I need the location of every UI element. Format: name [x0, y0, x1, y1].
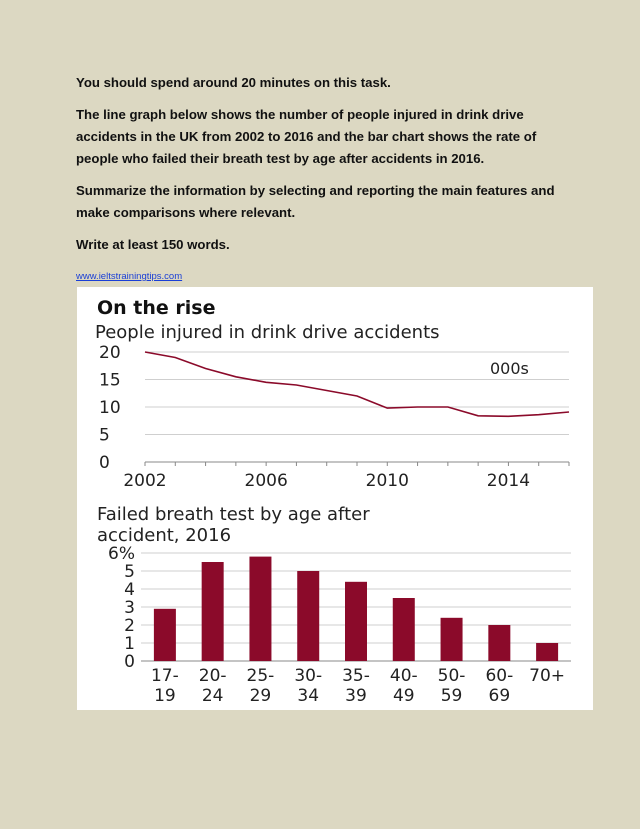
line-y-tick-label: 20: [99, 343, 121, 363]
bar-x-tick-label-top: 40-: [389, 666, 418, 686]
bar-x-tick-label-bottom: 59: [440, 686, 463, 706]
bar-y-tick-label: 5: [124, 562, 135, 582]
bar-chart-title-line1: Failed breath test by age after: [97, 504, 370, 525]
bar: [154, 609, 176, 661]
bar: [202, 562, 224, 661]
bar: [393, 598, 415, 661]
bar: [249, 557, 271, 661]
figure-heading: On the rise: [97, 297, 216, 319]
line-x-tick-label: 2010: [365, 471, 409, 491]
line-y-tick-label: 10: [99, 398, 121, 418]
bar-x-tick-label-bottom: 24: [201, 686, 224, 706]
source-link[interactable]: www.ieltstrainingtips.com: [76, 271, 183, 282]
task-summarize-line: Summarize the information by selecting and reporting the main features and make comparisons where relevant.: [76, 183, 555, 220]
bar-x-tick-label-top: 50-: [437, 666, 466, 686]
line-chart: [95, 322, 569, 491]
bar-x-tick-label-bottom: 34: [297, 686, 320, 706]
bar: [536, 643, 558, 661]
bar-x-tick-label-top: 35-: [342, 666, 370, 686]
line-chart-unit: 000s: [490, 359, 529, 378]
bar-x-tick-label-bottom: 29: [249, 686, 272, 706]
line-x-tick-label: 2006: [244, 471, 288, 491]
task-time-line: You should spend around 20 minutes on this task.: [76, 75, 391, 90]
line-y-tick-label: 15: [99, 370, 121, 391]
line-chart-title: People injured in drink drive accidents: [95, 322, 440, 343]
bar: [297, 571, 319, 661]
task-description: The line graph below shows the number of people injured in drink drive accidents in the UK from 2002 to 2016 and the bar chart shows the rate of people who failed their breath test by age after accidents in 2016.: [76, 107, 537, 166]
bar-chart: [97, 504, 571, 706]
bar-x-tick-label-bottom: 49: [392, 686, 415, 706]
task-instructions: [76, 72, 556, 284]
chart-svg: [77, 287, 593, 710]
bar-y-tick-label: 4: [124, 580, 135, 600]
bar-y-tick-label: 3: [124, 598, 135, 618]
bar-x-tick-label-top: 17-: [150, 666, 179, 686]
bar-x-tick-label-top: 25-: [246, 666, 275, 686]
bar-x-tick-label-bottom: 39: [345, 686, 367, 706]
bar-chart-title-line2: accident, 2016: [97, 525, 232, 546]
line-x-tick-label: 2002: [123, 471, 167, 491]
bar-x-tick-label-top: 60-: [485, 666, 514, 686]
bar-x-tick-label-bottom: 19: [154, 686, 176, 706]
bar: [488, 625, 510, 661]
bar-y-tick-label: 2: [124, 616, 135, 636]
line-y-tick-label: 5: [99, 425, 110, 446]
bar-x-tick-label-top: 70+: [529, 666, 566, 686]
bar-x-tick-label-top: 20-: [198, 666, 227, 686]
task-word-count: Write at least 150 words.: [76, 237, 230, 252]
bar-x-tick-label-top: 30-: [294, 666, 323, 686]
chart-figure: [77, 287, 593, 710]
bar-x-tick-label-bottom: 69: [488, 686, 511, 706]
bar-y-tick-label: 0: [124, 652, 135, 672]
bar-y-tick-label: 1: [124, 634, 135, 654]
bar: [345, 582, 367, 661]
bar: [441, 618, 463, 661]
bar-y-tick-label: 6%: [108, 544, 135, 564]
line-y-tick-label: 0: [99, 453, 110, 473]
line-x-tick-label: 2014: [486, 471, 531, 491]
